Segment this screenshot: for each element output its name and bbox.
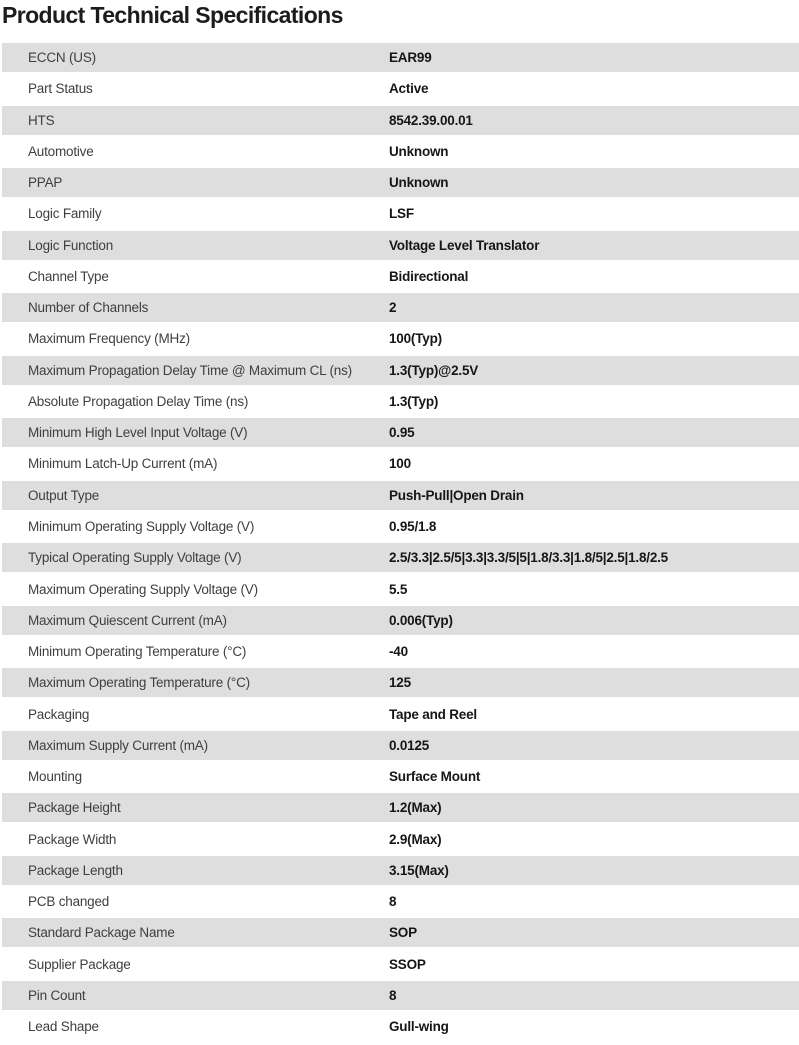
spec-value: 0.0125 (389, 737, 430, 753)
spec-label: Pin Count (28, 987, 86, 1003)
spec-value: 2.5/3.3|2.5/5|3.3|3.3/5|5|1.8/3.3|1.8/5|2.5|1.8/2.5 (389, 550, 668, 566)
spec-table-row (2, 700, 799, 729)
spec-label: Package Width (28, 831, 117, 847)
spec-value: 100 (389, 456, 411, 472)
spec-table-row (2, 918, 799, 947)
spec-label: Logic Family (28, 206, 102, 222)
spec-label: ECCN (US) (28, 50, 96, 65)
spec-table-row (2, 856, 799, 885)
spec-table-row (2, 449, 799, 478)
spec-label: Channel Type (28, 268, 109, 284)
spec-label: Package Height (28, 800, 121, 816)
spec-value: Active (389, 81, 429, 97)
spec-value: 8 (389, 894, 397, 910)
spec-value: 1.3(Typ) (389, 393, 439, 409)
spec-label: PCB changed (28, 894, 110, 910)
spec-table-row (2, 106, 799, 135)
spec-value: 1.3(Typ)@2.5V (389, 362, 479, 378)
spec-label: Output Type (28, 487, 100, 503)
page-title: Product Technical Specifications (2, 2, 343, 28)
spec-label: Mounting (28, 769, 82, 785)
spec-table-row (2, 512, 799, 541)
spec-label: Logic Function (28, 237, 114, 253)
spec-value: 5.5 (389, 581, 408, 597)
spec-label: PPAP (28, 175, 63, 191)
spec-value: Bidirectional (389, 268, 469, 284)
spec-value: LSF (389, 206, 414, 222)
spec-table-row (2, 137, 799, 166)
spec-table-row (2, 668, 799, 697)
spec-table-row (2, 199, 799, 228)
spec-label: HTS (28, 112, 55, 128)
spec-table-row (2, 324, 799, 353)
spec-label: Lead Shape (28, 1019, 99, 1035)
spec-value: Gull-wing (389, 1019, 449, 1035)
spec-value: 100(Typ) (389, 331, 442, 347)
spec-value: SSOP (389, 956, 426, 972)
spec-label: Minimum Operating Supply Voltage (V) (28, 518, 255, 534)
spec-table-row (2, 606, 799, 635)
spec-label: Minimum High Level Input Voltage (V) (28, 425, 248, 441)
spec-value: 1.2(Max) (389, 800, 442, 816)
spec-label: Maximum Propagation Delay Time @ Maximum CL (ns) (28, 362, 352, 378)
spec-label: Absolute Propagation Delay Time (ns) (28, 393, 249, 409)
spec-table-row (2, 356, 799, 385)
spec-label: Maximum Supply Current (mA) (28, 737, 208, 753)
spec-label: Minimum Operating Temperature (°C) (28, 644, 247, 660)
spec-value: 0.006(Typ) (389, 612, 453, 628)
spec-table-row (2, 950, 799, 979)
spec-label: Maximum Operating Supply Voltage (V) (28, 581, 258, 597)
spec-label: Minimum Latch-Up Current (mA) (28, 456, 218, 472)
spec-value: -40 (389, 644, 408, 660)
spec-value: 3.15(Max) (389, 862, 449, 878)
spec-table-row (2, 168, 799, 197)
spec-label: Part Status (28, 81, 93, 97)
spec-value: 0.95/1.8 (389, 518, 437, 534)
spec-table-row (2, 825, 799, 854)
spec-table-row (2, 293, 799, 322)
spec-table-row (2, 74, 799, 103)
spec-table-row (2, 418, 799, 447)
spec-table (2, 43, 799, 1041)
spec-value: 2.9(Max) (389, 831, 442, 847)
spec-label: Number of Channels (28, 300, 149, 316)
spec-label: Package Length (28, 862, 123, 878)
spec-table-row (2, 793, 799, 822)
spec-label: Typical Operating Supply Voltage (V) (28, 550, 242, 566)
spec-label: Packaging (28, 706, 90, 722)
spec-table-row (2, 731, 799, 760)
spec-label: Maximum Frequency (MHz) (28, 331, 190, 347)
spec-table-row (2, 575, 799, 604)
spec-label: Automotive (28, 143, 94, 159)
spec-value: Tape and Reel (389, 706, 477, 722)
spec-table-row (2, 887, 799, 916)
spec-label: Standard Package Name (28, 925, 175, 941)
spec-table-row (2, 262, 799, 291)
spec-table-row (2, 1012, 799, 1041)
spec-label: Supplier Package (28, 956, 131, 972)
spec-value: 8 (389, 987, 397, 1003)
spec-value: Push-Pull|Open Drain (389, 487, 524, 503)
spec-table-row (2, 387, 799, 416)
spec-table-row (2, 981, 799, 1010)
spec-table-row (2, 637, 799, 666)
spec-table-row (2, 543, 799, 572)
spec-value: 125 (389, 675, 411, 691)
spec-value: Unknown (389, 143, 449, 159)
spec-label: Maximum Quiescent Current (mA) (28, 612, 227, 628)
spec-value: EAR99 (389, 50, 432, 65)
spec-table-row (2, 762, 799, 791)
spec-table-row (2, 481, 799, 510)
spec-table-row (2, 43, 799, 72)
spec-value: 2 (389, 300, 397, 316)
spec-value: Unknown (389, 175, 449, 191)
spec-table-row (2, 231, 799, 260)
spec-value: 8542.39.00.01 (389, 112, 473, 128)
spec-value: Voltage Level Translator (389, 237, 540, 253)
spec-label: Maximum Operating Temperature (°C) (28, 675, 250, 691)
spec-value: Surface Mount (389, 769, 481, 785)
spec-value: 0.95 (389, 425, 415, 441)
spec-value: SOP (389, 925, 417, 941)
